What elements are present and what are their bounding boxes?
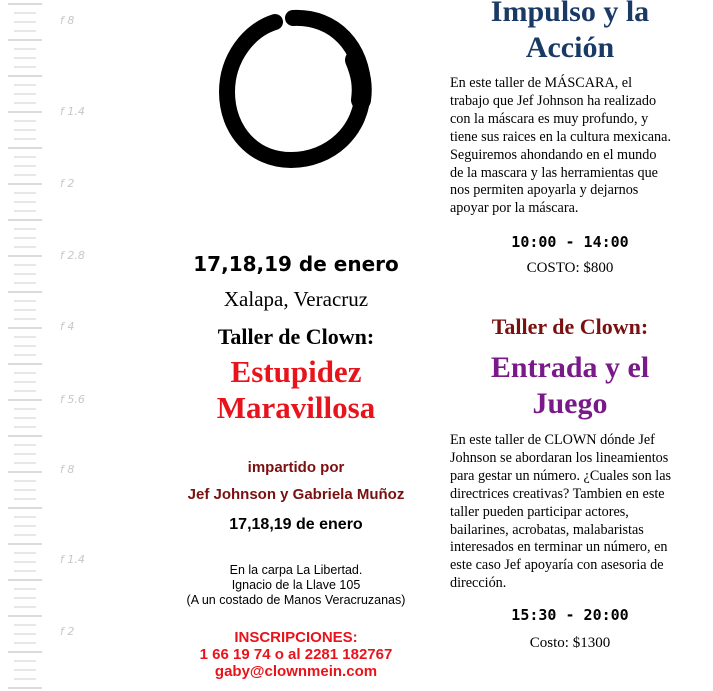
clown-time: 15:30 - 20:00: [511, 606, 629, 624]
clown-description-line: directrices creativas? Tambien en este: [450, 485, 665, 502]
mask-workshop-title: [450, 0, 690, 66]
clown-description-line: En este taller de CLOWN dónde Jef: [450, 432, 655, 448]
clown-description: [450, 432, 712, 593]
fstop-label: f 8: [60, 463, 75, 476]
clown-description-line: interesados en terminar un número, en: [450, 539, 668, 556]
mask-description: [450, 75, 710, 218]
clown-cost: Costo: $1300: [529, 635, 611, 651]
clown-description-line: Johnson se abordaran los lineamientos: [450, 449, 669, 466]
title-line-1: Estupidez: [230, 354, 362, 389]
mask-description-line: Seguiremos ahondando en el mundo: [450, 146, 657, 163]
workshop-title: [160, 354, 432, 426]
venue-line-2: Ignacio de la Llave 105: [231, 578, 361, 592]
dates-repeat: 17,18,19 de enero: [229, 516, 363, 533]
title-line-2: Maravillosa: [216, 390, 376, 425]
workshop-label: Taller de Clown:: [217, 324, 375, 349]
fstop-label: f 8: [60, 14, 75, 27]
clown-title-line-1: Entrada y el: [490, 351, 650, 384]
city: Xalapa, Veracruz: [223, 287, 369, 311]
registration-info: [160, 629, 432, 680]
mask-description-line: tiene sus raices en la cultura mexicana.: [450, 128, 671, 145]
mask-description-line: apoyar por la máscara.: [450, 200, 579, 217]
clown-workshop-title: [450, 350, 690, 422]
mask-title-line-1: Impulso y la: [490, 0, 650, 28]
fstop-label: f 2: [60, 625, 75, 638]
mask-description-line: En este taller de MÁSCARA, el: [450, 75, 633, 91]
fstop-label: f 4: [60, 320, 75, 333]
clown-description-line: bailarines, acrobatas, malabaristas: [450, 521, 644, 538]
fstop-label: f 1.4: [60, 553, 85, 566]
fstop-label: f 2.8: [60, 249, 85, 262]
email-address: gaby@clownmein.com: [214, 663, 378, 680]
enso-circle: [205, 0, 385, 178]
venue-line-1: En la carpa La Libertad.: [229, 563, 363, 577]
phone-numbers: 1 66 19 74 o al 2281 182767: [199, 646, 393, 663]
ruler-strip: [0, 0, 48, 691]
fstop-label: f 2: [60, 177, 75, 190]
taught-by-label: impartido por: [247, 459, 345, 476]
mask-description-line: nos permiten apoyarla y dejarnos: [450, 182, 639, 199]
fstop-label: f 1.4: [60, 105, 85, 118]
clown-description-line: dirección.: [450, 575, 507, 592]
registration-label: INSCRIPCIONES:: [234, 629, 358, 646]
venue-info: [160, 563, 432, 608]
fstop-label: f 5.6: [60, 393, 85, 406]
mask-description-line: con la máscara es muy profundo, y: [450, 110, 649, 127]
teachers: Jef Johnson y Gabriela Muñoz: [187, 486, 405, 503]
venue-line-3: (A un costado de Manos Veracruzanas): [186, 593, 406, 607]
clown-description-line: este caso Jef apoyaría con asesoria de: [450, 557, 664, 574]
clown-title-line-2: Juego: [532, 387, 608, 420]
clown-description-line: para gestar un número. ¿Cuales son las: [450, 467, 672, 484]
mask-time: 10:00 - 14:00: [511, 233, 629, 251]
mask-description-line: de la mascara y las herramientas que: [450, 164, 658, 181]
clown-description-line: taller pueden participar actores,: [450, 503, 629, 520]
mask-description-line: trabajo que Jef Johnson ha realizado: [450, 92, 657, 109]
mask-cost: COSTO: $800: [526, 260, 614, 276]
mask-title-line-2: Acción: [525, 31, 615, 64]
dates-heading: 17,18,19 de enero: [193, 252, 399, 276]
clown-workshop-label: Taller de Clown:: [491, 314, 649, 339]
